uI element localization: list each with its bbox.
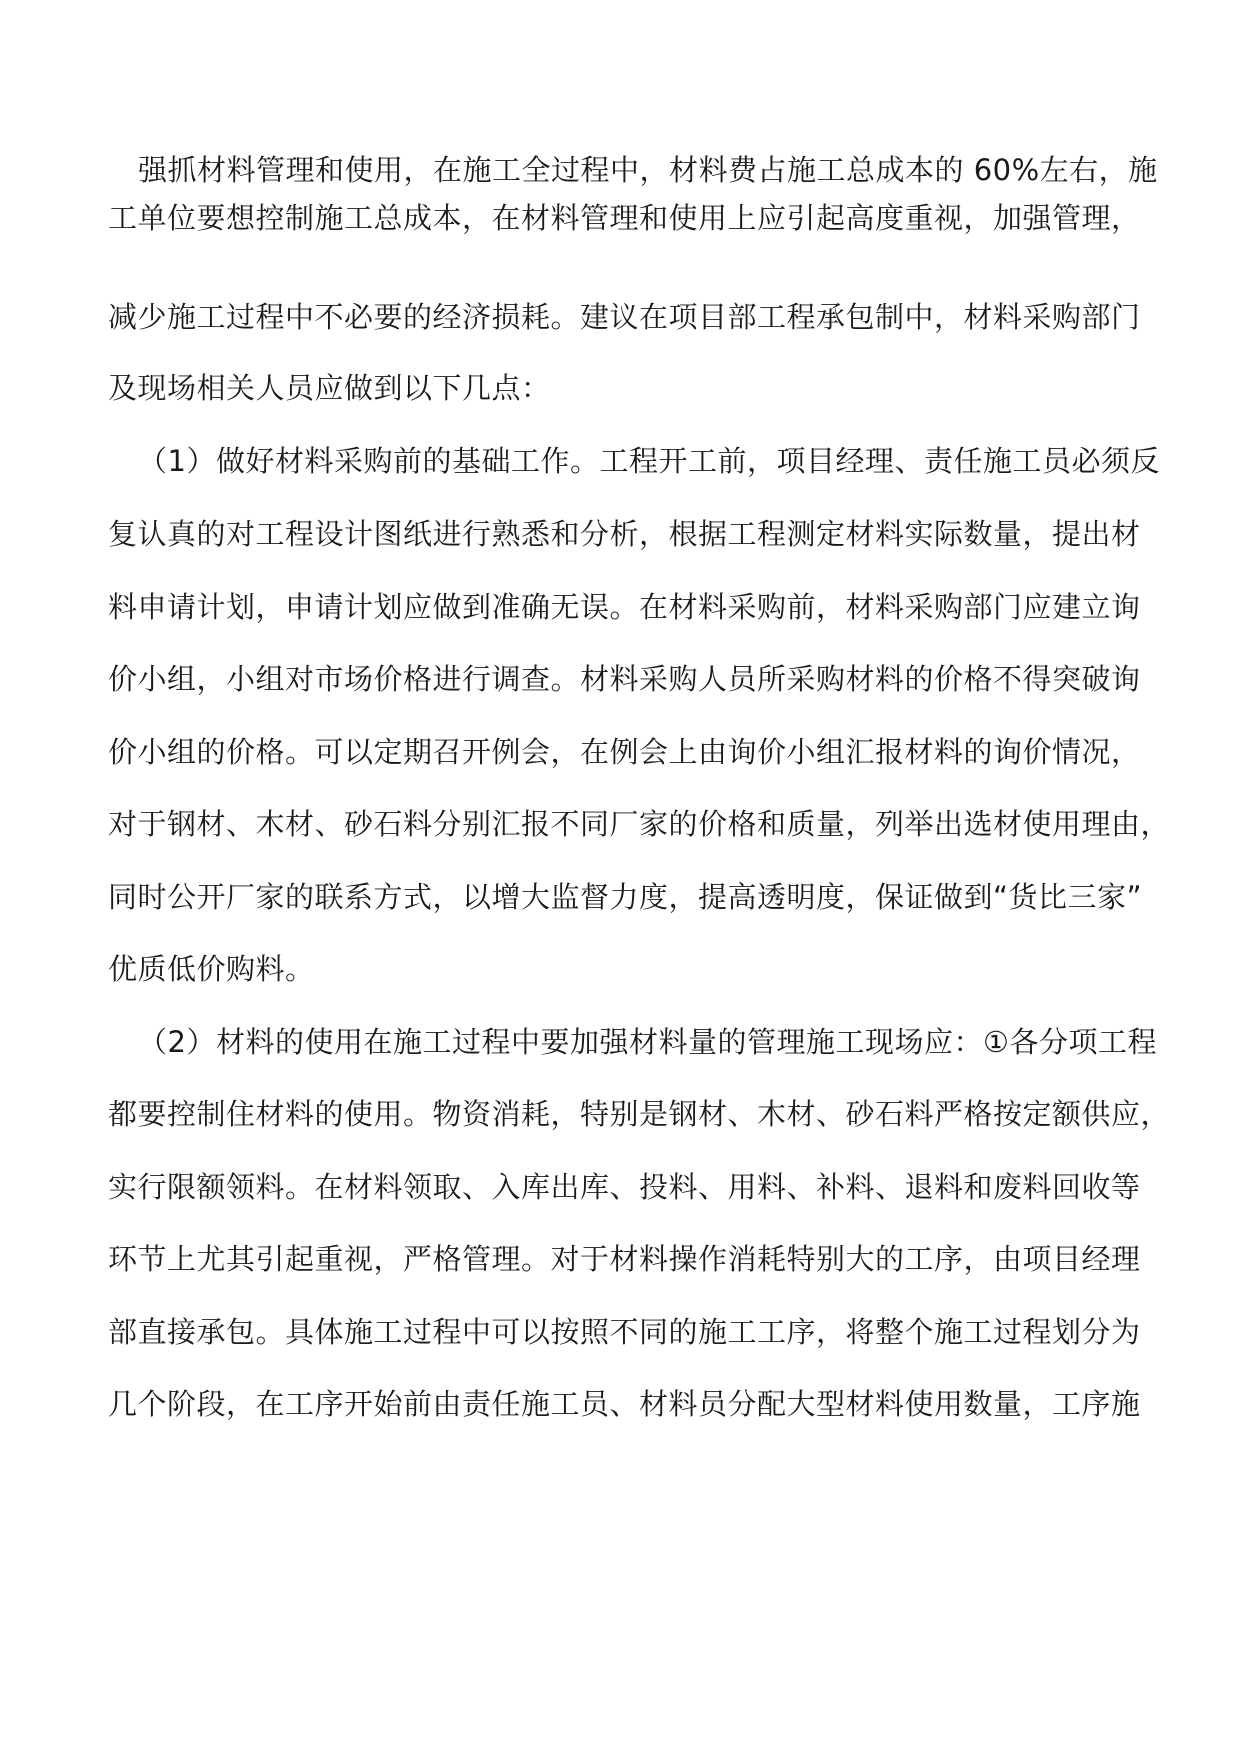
text-line-11: 同时公开厂家的联系方式，以增大监督力度，提高透明度，保证做到“货比三家” [108, 880, 1143, 914]
text-line-15: 实行限额领料。在材料领取、入库出库、投料、用料、补料、退料和废料回收等 [108, 1170, 1141, 1204]
text-line-18: 几个阶段，在工序开始前由责任施工员、材料员分配大型材料使用数量，工序施 [108, 1387, 1141, 1421]
text-line-16: 环节上尤其引起重视，严格管理。对于材料操作消耗特别大的工序，由项目经理 [108, 1242, 1141, 1276]
text-line-7: 料申请计划，申请计划应做到准确无误。在材料采购前，材料采购部门应建立询 [108, 590, 1141, 624]
text-line-10: 对于钢材、木材、砂石料分别汇报不同厂家的价格和质量，列举出选材使用理由， [108, 807, 1171, 841]
text-line-3: 减少施工过程中不必要的经济损耗。建议在项目部工程承包制中，材料采购部门 [108, 300, 1141, 334]
text-line-9: 价小组的价格。可以定期召开例会，在例会上由询价小组汇报材料的询价情况， [108, 735, 1141, 769]
text-line-14: 都要控制住材料的使用。物资消耗，特别是钢材、木材、砂石料严格按定额供应， [108, 1097, 1171, 1131]
text-line-4: 及现场相关人员应做到以下几点： [108, 371, 551, 405]
text-line-5: （1）做好材料采购前的基础工作。工程开工前，项目经理、责任施工员必须反 [138, 444, 1160, 478]
text-line-1: 强抓材料管理和使用，在施工全过程中，材料费占施工总成本的 60%左右，施 [138, 153, 1158, 187]
text-line-6: 复认真的对工程设计图纸进行熟悉和分析，根据工程测定材料实际数量，提出材 [108, 517, 1141, 551]
text-line-17: 部直接承包。具体施工过程中可以按照不同的施工工序，将整个施工过程划分为 [108, 1315, 1141, 1349]
text-line-2: 工单位要想控制施工总成本，在材料管理和使用上应引起高度重视，加强管理， [108, 201, 1141, 235]
text-line-8: 价小组，小组对市场价格进行调查。材料采购人员所采购材料的价格不得突破询 [108, 662, 1141, 696]
text-line-12: 优质低价购料。 [108, 952, 315, 986]
text-line-13: （2）材料的使用在施工过程中要加强材料量的管理施工现场应：①各分项工程 [138, 1025, 1157, 1059]
